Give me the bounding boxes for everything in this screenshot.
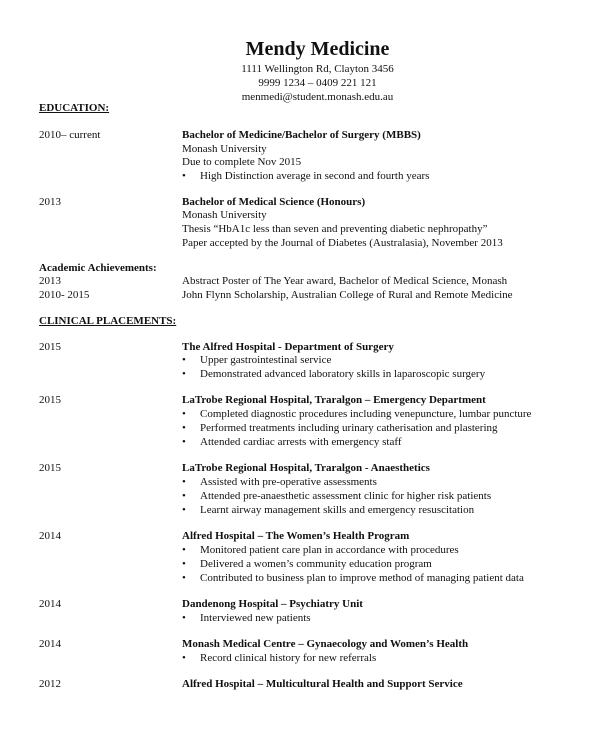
list-item-text: Interviewed new patients (200, 612, 311, 624)
education-date: 2010– current (39, 129, 101, 141)
list-item (182, 353, 331, 367)
placement-date: 2014 (39, 638, 61, 650)
bullet-icon: • (182, 422, 186, 434)
list-item (182, 571, 524, 585)
list-item (182, 557, 432, 571)
placement-date: 2015 (39, 394, 61, 406)
placement-title: Dandenong Hospital – Psychiatry Unit (182, 598, 363, 610)
list-item-text: High Distinction average in second and fourth years (200, 170, 430, 182)
education-title: Bachelor of Medical Science (Honours) (182, 196, 366, 208)
education-heading: EDUCATION: (39, 102, 110, 114)
education-line: Monash University (182, 209, 267, 221)
resume-name: Mendy Medicine (245, 38, 390, 60)
address-line: 1111 Wellington Rd, Clayton 3456 (241, 63, 394, 75)
list-item (182, 651, 376, 665)
list-item (182, 489, 491, 503)
list-item-text: Monitored patient care plan in accordance with procedures (200, 544, 459, 556)
bullet-icon: • (182, 490, 186, 502)
education-line: Thesis “HbA1c less than seven and preventing diabetic nephropathy” (182, 223, 488, 235)
email-line: menmedi@student.monash.edu.au (241, 91, 394, 103)
education-line: Paper accepted by the Journal of Diabetes (Australasia), November 2013 (182, 237, 503, 249)
achievement-date: 2013 (39, 275, 61, 287)
list-item-text: Attended pre-anaesthetic assessment clinic for higher risk patients (200, 490, 492, 502)
achievement-text: John Flynn Scholarship, Australian College of Rural and Remote Medicine (182, 289, 513, 301)
bullet-icon: • (182, 354, 186, 366)
placement-date: 2012 (39, 678, 61, 690)
placement-title: The Alfred Hospital - Department of Surgery (182, 341, 394, 353)
list-item-text: Upper gastrointestinal service (200, 354, 332, 366)
list-item-text: Contributed to business plan to improve method of managing patient data (200, 572, 524, 584)
placement-title: LaTrobe Regional Hospital, Traralgon – Emergency Department (182, 394, 486, 406)
achievements-heading: Academic Achievements: (39, 262, 157, 274)
list-item (182, 435, 401, 449)
list-item-text: Delivered a women’s community education program (200, 558, 432, 570)
bullet-icon: • (182, 368, 186, 380)
bullet-icon: • (182, 476, 186, 488)
placement-date: 2014 (39, 530, 61, 542)
list-item-text: Record clinical history for new referrals (200, 652, 377, 664)
list-item-text: Learnt airway management skills and emergency resuscitation (200, 504, 475, 516)
bullet-icon: • (182, 572, 186, 584)
placement-date: 2015 (39, 341, 61, 353)
list-item (182, 503, 474, 517)
bullet-icon: • (182, 436, 186, 448)
list-item-text: Attended cardiac arrests with emergency staff (200, 436, 402, 448)
bullet-icon: • (182, 558, 186, 570)
bullet-icon: • (182, 170, 186, 182)
achievement-text: Abstract Poster of The Year award, Bachelor of Medical Science, Monash (182, 275, 508, 287)
bullet-icon: • (182, 544, 186, 556)
placement-title: LaTrobe Regional Hospital, Traralgon - Anaesthetics (182, 462, 430, 474)
placement-date: 2015 (39, 462, 61, 474)
list-item (182, 475, 377, 489)
list-item (182, 543, 459, 557)
list-item (182, 367, 485, 381)
phone-line: 9999 1234 – 0409 221 121 (258, 77, 377, 89)
list-item-text: Performed treatments including urinary catherisation and plastering (200, 422, 498, 434)
placement-date: 2014 (39, 598, 61, 610)
bullet-icon: • (182, 612, 186, 624)
placement-title: Alfred Hospital – Multicultural Health and Support Service (182, 678, 463, 690)
bullet-icon: • (182, 652, 186, 664)
clinical-heading: CLINICAL PLACEMENTS: (39, 315, 177, 327)
education-date: 2013 (39, 196, 61, 208)
bullet-icon: • (182, 408, 186, 420)
list-item (182, 611, 311, 625)
list-item (182, 421, 498, 435)
bullet-icon: • (182, 504, 186, 516)
education-title: Bachelor of Medicine/Bachelor of Surgery (MBBS) (182, 129, 421, 141)
placement-title: Alfred Hospital – The Women’s Health Program (182, 530, 410, 542)
list-item (182, 169, 429, 183)
education-line: Due to complete Nov 2015 (182, 156, 302, 168)
list-item-text: Completed diagnostic procedures including venepuncture, lumbar puncture (200, 408, 532, 420)
list-item-text: Demonstrated advanced laboratory skills in laparoscopic surgery (200, 368, 486, 380)
achievement-date: 2010- 2015 (39, 289, 90, 301)
list-item-text: Assisted with pre-operative assessments (200, 476, 377, 488)
placement-title: Monash Medical Centre – Gynaecology and Women’s Health (182, 638, 469, 650)
education-line: Monash University (182, 143, 267, 155)
list-item (182, 407, 531, 421)
